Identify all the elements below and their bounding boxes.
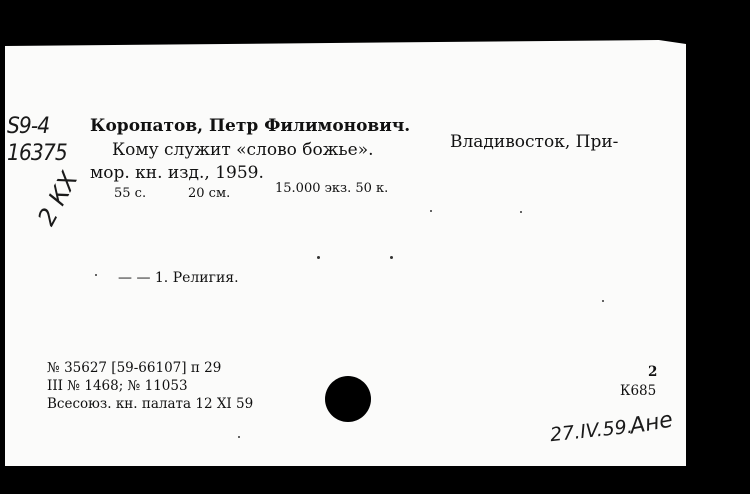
- scan-speck: [520, 211, 522, 213]
- scan-speck: [95, 274, 97, 276]
- page-count: 55 с.: [114, 186, 147, 201]
- handwritten-date: 27.IV.59.: [549, 415, 634, 447]
- handwritten-signature: Ане: [628, 407, 675, 440]
- shelfmark-line-2: 16375: [7, 141, 67, 166]
- scan-speck: [430, 210, 432, 212]
- print-run-price: 15.000 экз. 50 к.: [275, 181, 389, 196]
- registry-numbers: III № 1468; № 11053: [47, 378, 188, 394]
- book-size: 20 см.: [188, 186, 231, 201]
- publisher-line: мор. кн. изд., 1959.: [90, 163, 264, 183]
- author-line: Коропатов, Петр Филимонович.: [90, 116, 411, 136]
- scan-speck: [317, 256, 320, 259]
- shelfmark-line-1: S9-4: [7, 114, 50, 139]
- margin-handwritten-note: 2 КХ: [32, 167, 84, 231]
- place-of-publication: Владивосток, При-: [450, 132, 619, 152]
- scan-speck: [390, 256, 393, 259]
- copy-number: 2: [648, 364, 658, 380]
- record-number: № 35627 [59-66107] п 29: [47, 360, 222, 376]
- chamber-stamp: Всесоюз. кн. палата 12 XI 59: [47, 396, 254, 412]
- title-line: Кому служит «слово божье».: [112, 140, 374, 160]
- punch-hole: [325, 376, 371, 422]
- scan-speck: [238, 436, 240, 438]
- subject-heading: — — 1. Религия.: [118, 270, 239, 286]
- scan-speck: [602, 300, 604, 302]
- classification-index: К685: [620, 383, 657, 399]
